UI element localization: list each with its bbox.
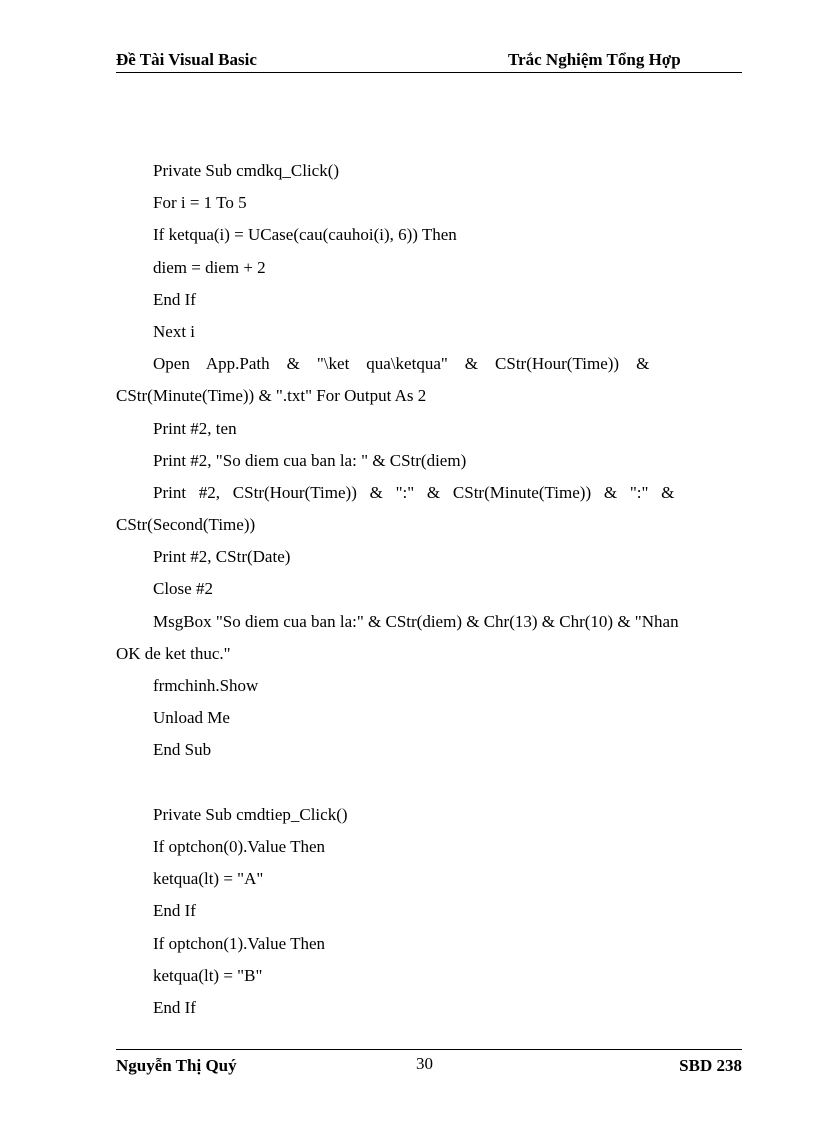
- code-line: End If: [153, 997, 196, 1017]
- header-title-right: Trắc Nghiệm Tổng Hợp: [508, 50, 681, 69]
- code-listing: [116, 155, 762, 1024]
- code-line: diem = diem + 2: [153, 257, 266, 277]
- footer-sbd: SBD 238: [679, 1056, 742, 1075]
- code-line: Print #2, CStr(Date): [153, 547, 291, 567]
- code-line: ketqua(lt) = "B": [153, 965, 263, 985]
- code-line: Unload Me: [153, 708, 230, 728]
- page-number: 30: [416, 1054, 433, 1073]
- code-line: frmchinh.Show: [153, 676, 259, 695]
- code-line: If ketqua(i) = UCase(cau(cauhoi(i), 6)) Then: [153, 225, 457, 245]
- footer-author: Nguyễn Thị Quý: [116, 1056, 237, 1075]
- code-line: Private Sub cmdkq_Click(): [153, 161, 340, 180]
- code-line: If optchon(0).Value Then: [153, 836, 325, 856]
- code-line: ketqua(lt) = "A": [153, 869, 264, 889]
- code-line: MsgBox "So diem cua ban la:" & CStr(diem) & Chr(13) & Chr(10) & "Nhan: [153, 611, 679, 631]
- code-line: Print #2, ten: [153, 418, 237, 438]
- code-line: Open App.Path & "\ket qua\ketqua" & CStr(Hour(Time)) &: [153, 354, 650, 374]
- code-line: OK de ket thuc.": [116, 643, 231, 663]
- code-line: Close #2: [153, 579, 213, 599]
- code-line: CStr(Second(Time)): [116, 515, 256, 535]
- code-line: Private Sub cmdtiep_Click(): [153, 804, 348, 824]
- code-line: End If: [153, 289, 196, 309]
- blank-line: [116, 767, 762, 799]
- code-line: For i = 1 To 5: [153, 193, 247, 213]
- code-line: End If: [153, 901, 196, 921]
- header-title-left: Đề Tài Visual Basic: [116, 50, 257, 69]
- code-line: Print #2, "So diem cua ban la: " & CStr(diem): [153, 450, 467, 470]
- code-line: CStr(Minute(Time)) & ".txt" For Output As 2: [116, 386, 427, 406]
- code-line: End Sub: [153, 740, 212, 760]
- code-line: Print #2, CStr(Hour(Time)) & ":" & CStr(Minute(Time)) & ":" &: [153, 482, 675, 502]
- code-line: If optchon(1).Value Then: [153, 933, 325, 953]
- page-header: [116, 48, 742, 73]
- page-footer: [116, 1049, 742, 1080]
- code-line: Next i: [153, 321, 196, 341]
